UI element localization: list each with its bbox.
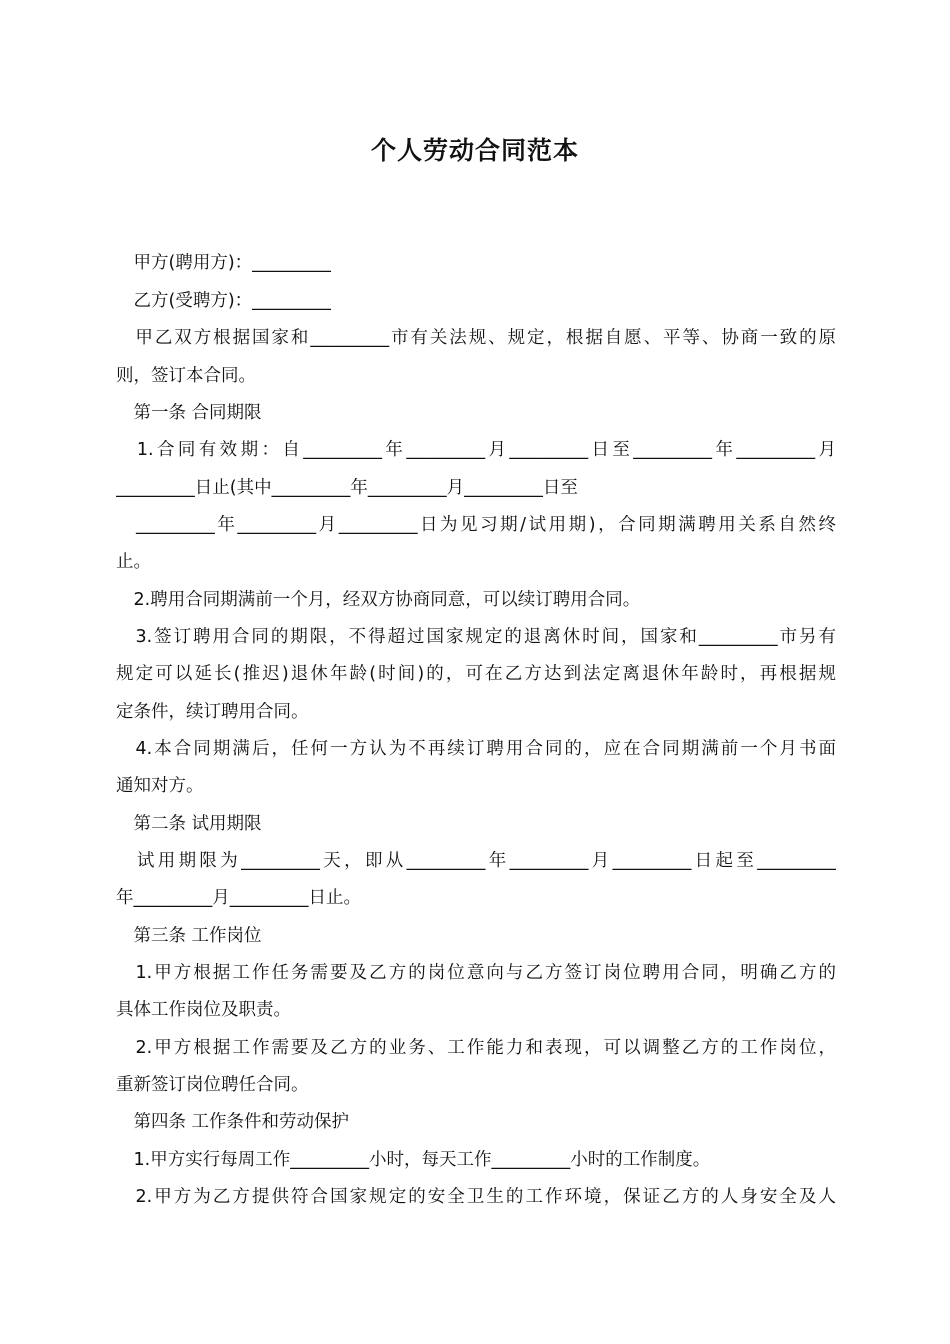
clause-2-line-1: 试用期限为_________天，即从_________年_________月_________日起至_________: [116, 851, 836, 871]
clause-1-4-line-1: 4.本合同期满后，任何一方认为不再续订聘用合同的，应在合同期满前一个月书面: [116, 739, 836, 759]
clause-1-3-line-2: 规定可以延长(推迟)退休年龄(时间)的，可在乙方达到法定离退休年龄时，再根据规: [116, 664, 836, 684]
party-a-line: 甲方(聘用方)：_________: [116, 253, 331, 273]
article-4-heading: 第四条 工作条件和劳动保护: [116, 1112, 350, 1132]
article-3-heading: 第三条 工作岗位: [116, 926, 262, 946]
party-b-line: 乙方(受聘方)：_________: [116, 291, 331, 311]
clause-1-3-line-3: 定条件，续订聘用合同。: [116, 702, 309, 722]
clause-1-1-line-1: 1.合同有效期：自_________年_________月_________日至_________年_________月: [116, 440, 836, 460]
clause-3-1-line-1: 1.甲方根据工作任务需要及乙方的岗位意向与乙方签订岗位聘用合同，明确乙方的: [116, 963, 836, 983]
article-1-heading: 第一条 合同期限: [116, 403, 262, 423]
clause-1-4-line-2: 通知对方。: [116, 776, 204, 796]
document-title: 个人劳动合同范本: [370, 136, 579, 165]
clause-3-2-line-1: 2.甲方根据工作需要及乙方的业务、工作能力和表现，可以调整乙方的工作岗位，: [116, 1038, 836, 1058]
preamble-line-1: 甲乙双方根据国家和_________市有关法规、规定，根据自愿、平等、协商一致的原: [116, 328, 836, 348]
clause-3-2-line-2: 重新签订岗位聘任合同。: [116, 1075, 309, 1095]
clause-4-1: 1.甲方实行每周工作_________小时，每天工作_________小时的工作制度。: [116, 1150, 711, 1170]
clause-1-1-line-3: _________年_________月_________日为见习期/试用期)，合同期满聘用关系自然终: [116, 515, 836, 535]
clause-4-2-line-1: 2.甲方为乙方提供符合国家规定的安全卫生的工作环境，保证乙方的人身安全及人: [116, 1187, 836, 1207]
article-2-heading: 第二条 试用期限: [116, 814, 262, 834]
clause-1-3-line-1: 3.签订聘用合同的期限，不得超过国家规定的退离休时间，国家和_________市另有: [116, 627, 836, 647]
clause-2-line-2: 年_________月_________日止。: [116, 888, 361, 908]
clause-1-1-line-4: 止。: [116, 552, 151, 572]
clause-3-1-line-2: 具体工作岗位及职责。: [116, 1000, 291, 1020]
preamble-line-2: 则，签订本合同。: [116, 366, 256, 386]
clause-1-1-line-2: _________日止(其中_________年_________月_________日至: [116, 478, 578, 498]
clause-1-2: 2.聘用合同期满前一个月，经双方协商同意，可以续订聘用合同。: [116, 590, 641, 610]
